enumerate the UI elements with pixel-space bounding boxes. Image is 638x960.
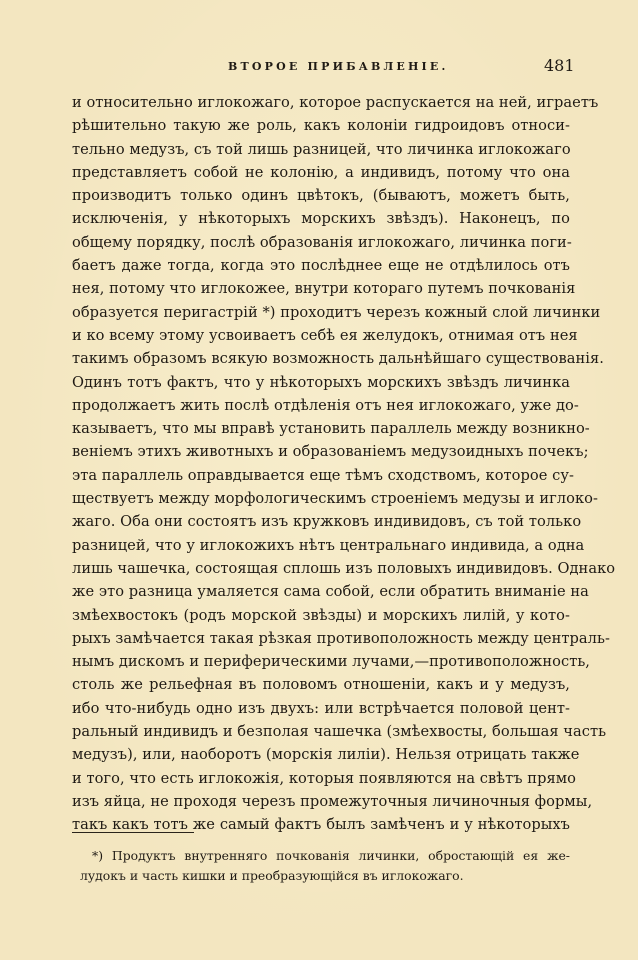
text-line: общему порядку, послѣ образованія иглокожаго, личинка поги- [72,233,572,251]
text-line: нымъ дискомъ и периферическими лучами,—противоположность, [72,653,590,671]
text-line: производитъ только одинъ цвѣтокъ, (бываютъ, можетъ быть, [72,187,570,205]
running-head [0,58,638,78]
text-line: столь же рельефная въ половомъ отношеніи, какъ и у медузъ, [72,676,570,694]
text-line: ральный индивидъ и безполая чашечка (змѣехвосты, большая часть [72,723,607,741]
text-line: исключенія, у нѣкоторыхъ морскихъ звѣздъ). Наконецъ, по [72,210,570,228]
text-line: змѣехвостокъ (родъ морской звѣзды) и морскихъ лилій, у кото- [72,606,570,624]
text-line: медузъ), или, наоборотъ (морскія лиліи). Нельзя отрицать также [72,746,580,764]
text-line: лишь чашечка, состоящая сплошь изъ половыхъ индивидовъ. Однако [72,559,616,577]
footnote [72,846,570,886]
text-line: представляетъ собой не колонію, а индивидъ, потому что она [72,163,570,181]
text-line: такимъ образомъ всякую возможность дальнѣйшаго существованія. [72,350,604,368]
text-line: ществуетъ между морфологическимъ строеніемъ медузы и иглоко- [72,490,598,508]
text-line: ибо что-нибудь одно изъ двухъ: или встрѣчается половой цент- [72,699,570,717]
text-line: веніемъ этихъ животныхъ и образованіемъ медузоидныхъ почекъ; [72,443,589,461]
text-line: рыхъ замѣчается такая рѣзкая противоположность между централь- [72,629,610,647]
footnote-rule [72,832,194,833]
body-text [72,91,616,837]
text-line: разницей, что у иглокожихъ нѣтъ центральнаго индивида, а одна [72,536,585,554]
text-line: образуется перигастрій *) проходитъ черезъ кожный слой личинки [72,303,601,321]
text-line: Одинъ тотъ фактъ, что у нѣкоторыхъ морскихъ звѣздъ личинка [72,373,570,391]
text-line: казываетъ, что мы вправѣ установить параллель между возникно- [72,420,590,438]
footnote-line: лудокъ и часть кишки и преобразующійся въ иглокожаго. [80,868,464,883]
text-line: баетъ даже тогда, когда это послѣднее еще не отдѣлилось отъ [72,257,570,275]
running-title: ВТОРОЕ ПРИБАВЛЕНІЕ. [228,60,449,73]
text-line: такъ какъ тотъ же самый фактъ былъ замѣченъ и у нѣкоторыхъ [72,816,570,834]
text-line: же это разница умаляется сама собой, если обратить вниманіе на [72,583,589,601]
text-line: нея, потому что иглокожее, внутри котораго путемъ почкованія [72,280,576,298]
text-line: жаго. Оба они состоятъ изъ кружковъ индивидовъ, съ той только [72,513,582,531]
text-line: эта параллель оправдывается еще тѣмъ сходствомъ, которое су- [72,466,574,484]
text-line: рѣшительно такую же роль, какъ колоніи гидроидовъ относи- [72,117,570,135]
text-line: и того, что есть иглокожія, которыя появляются на свѣтъ прямо [72,769,576,787]
text-line: изъ яйца, не проходя черезъ промежуточныя личиночныя формы, [72,792,593,810]
text-line: и ко всему этому усвоиваетъ себѣ ея желудокъ, отнимая отъ нея [72,326,578,344]
page-number: 481 [544,56,575,75]
text-line: и относительно иглокожаго, которое распускается на ней, играетъ [72,94,599,111]
footnote-line: *) Продуктъ внутренняго почкованія личинки, обростающій ея же- [92,848,570,863]
text-line: продолжаетъ жить послѣ отдѣленія отъ нея иглокожаго, уже до- [72,396,579,414]
text-line: тельно медузъ, съ той лишь разницей, что личинка иглокожаго [72,140,571,158]
